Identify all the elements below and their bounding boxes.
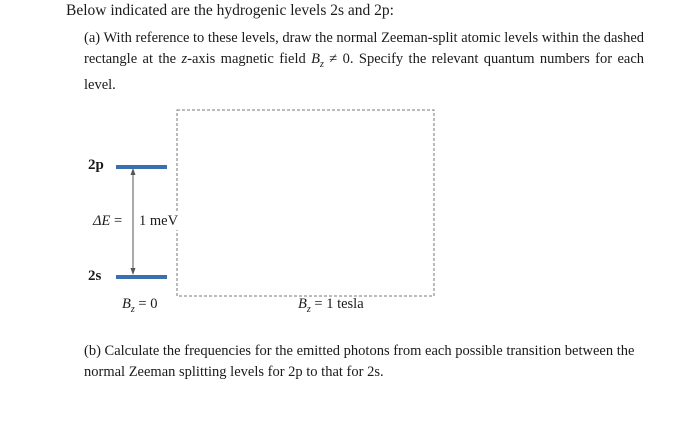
- level-label-2s: 2s: [88, 268, 102, 284]
- delta-e-value: 1 meV: [139, 213, 179, 229]
- arrowhead-down-icon: [131, 268, 136, 275]
- field-label-one-tesla: $B_z = 1$ tesla: [298, 296, 364, 315]
- field-label-zero: $B_z = 0$: [122, 296, 158, 315]
- part-b-text: (b) Calculate the frequencies for the emitted photons from each possible transition between the normal Zeeman splitting levels for 2p to that for 2s.: [84, 343, 635, 380]
- delta-e-label: ΔE =: [93, 213, 123, 229]
- part-a-text: (a) With reference to these levels, draw the normal Zeeman-split atomic levels within the dashed rectangle at the z-axis magnetic field $B_z \ne 0$. Specify the relevant quantum numbers for each level.: [84, 30, 645, 93]
- level-label-2p: 2p: [88, 157, 104, 173]
- dashed-rectangle: [177, 110, 434, 296]
- arrowhead-up-icon: [131, 168, 136, 175]
- intro-text: Below indicated are the hydrogenic levels 2s and 2p:: [66, 2, 394, 19]
